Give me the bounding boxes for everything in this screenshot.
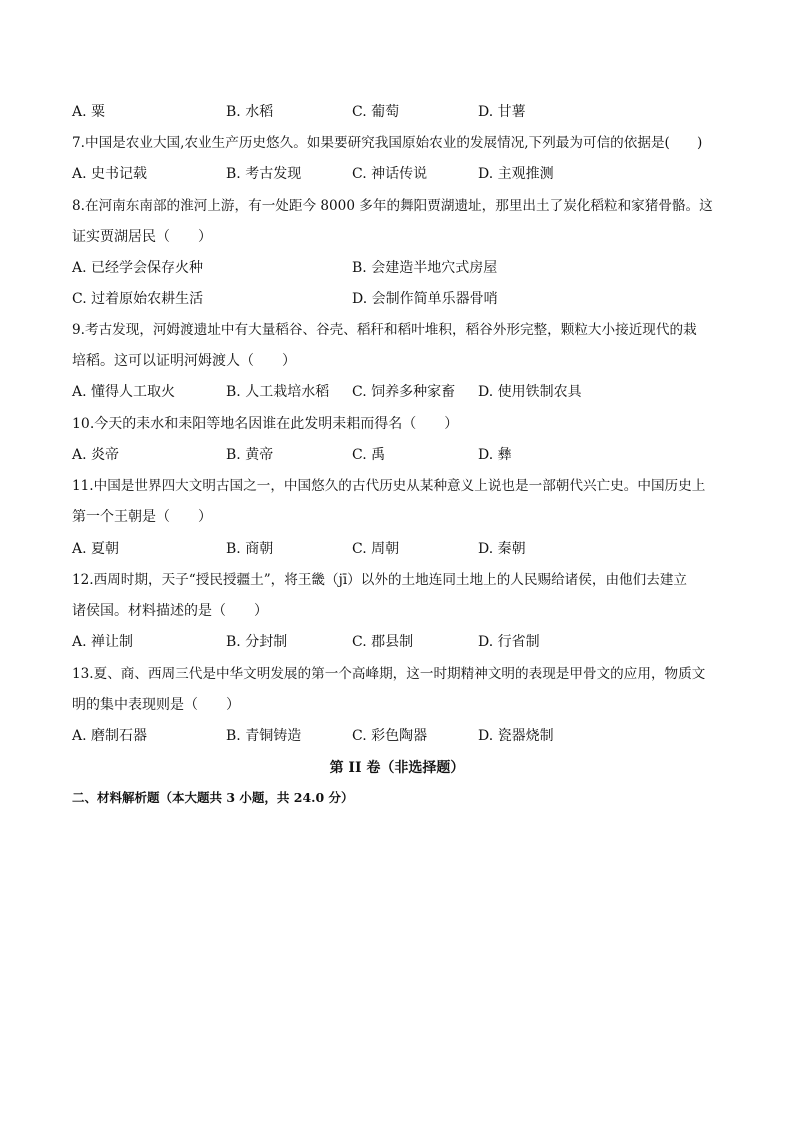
q9-stem-line1: 9.考古发现，河姆渡遗址中有大量稻谷、谷壳、稻秆和稻叶堆积，稻谷外形完整，颗粒大小接近现代的栽: [72, 322, 697, 338]
q7-option-c: C. 神话传说: [352, 166, 428, 182]
q9-option-d: D. 使用铁制农具: [478, 384, 582, 400]
q9-option-c: C. 饲养多种家畜: [352, 384, 456, 400]
q12-option-d: D. 行省制: [478, 634, 540, 650]
q13-stem-line2: 明的集中表现则是（ ）: [72, 697, 240, 713]
q8-option-c: C. 过着原始农耕生活: [72, 291, 204, 307]
q7-option-d: D. 主观推测: [478, 166, 554, 182]
q12-stem-line2: 诸侯国。材料描述的是（ ）: [72, 603, 268, 619]
q7-stem: 7.中国是农业大国,农业生产历史悠久。如果要研究我国原始农业的发展情况,下列最为可信的依据是( ): [72, 135, 703, 151]
q6-option-c: C. 葡萄: [352, 104, 400, 120]
q13-option-c: C. 彩色陶器: [352, 728, 428, 744]
q10-option-a: A. 炎帝: [72, 447, 120, 463]
q12-option-c: C. 郡县制: [352, 634, 414, 650]
q13-option-b: B. 青铜铸造: [226, 728, 302, 744]
q6-option-a: A. 粟: [72, 104, 106, 120]
q10-option-b: B. 黄帝: [226, 447, 274, 463]
q13-option-a: A. 磨制石器: [72, 728, 148, 744]
q8-stem-line1: 8.在河南东南部的淮河上游，有一处距今 8000 多年的舞阳贾湖遗址，那里出土了炭化稻粒和家猪骨骼。这: [72, 198, 713, 214]
q13-option-d: D. 瓷器烧制: [478, 728, 554, 744]
q7-option-a: A. 史书记载: [72, 166, 148, 182]
q8-stem-line2: 证实贾湖居民（ ）: [72, 229, 212, 245]
q11-option-d: D. 秦朝: [478, 541, 526, 557]
q11-option-b: B. 商朝: [226, 541, 274, 557]
q12-option-a: A. 禅让制: [72, 634, 134, 650]
q6-option-b: B. 水稻: [226, 104, 274, 120]
q6-option-d: D. 甘薯: [478, 104, 526, 120]
q9-option-a: A. 懂得人工取火: [72, 384, 176, 400]
q11-option-a: A. 夏朝: [72, 541, 120, 557]
q12-option-b: B. 分封制: [226, 634, 288, 650]
q9-stem-line2: 培稻。这可以证明河姆渡人（ ）: [72, 353, 296, 369]
q11-stem-line2: 第一个王朝是（ ）: [72, 509, 212, 525]
part-two-heading: 二、材料解析题（本大题共 3 小题，共 24.0 分）: [72, 790, 354, 805]
q8-option-d: D. 会制作简单乐器骨哨: [352, 291, 498, 307]
q8-option-b: B. 会建造半地穴式房屋: [352, 260, 498, 276]
q10-option-d: D. 彝: [478, 447, 512, 463]
q7-option-b: B. 考古发现: [226, 166, 302, 182]
q8-option-a: A. 已经学会保存火种: [72, 260, 204, 276]
q12-stem-line1: 12.西周时期，天子“授民授疆土”，将王畿（jī）以外的土地连同土地上的人民赐给诸侯，由他们去建立: [72, 572, 688, 588]
q11-option-c: C. 周朝: [352, 541, 400, 557]
section-ii-title: 第 II 卷（非选择题）: [329, 760, 465, 776]
q13-stem-line1: 13.夏、商、西周三代是中华文明发展的第一个高峰期，这一时期精神文明的表现是甲骨文的应用，物质文: [72, 666, 706, 682]
q11-stem-line1: 11.中国是世界四大文明古国之一，中国悠久的古代历史从某种意义上说也是一部朝代兴亡史。中国历史上: [72, 478, 706, 494]
q10-stem: 10.今天的耒水和耒阳等地名因谁在此发明耒耜而得名（ ）: [72, 416, 459, 432]
q10-option-c: C. 禹: [352, 447, 386, 463]
q9-option-b: B. 人工栽培水稻: [226, 384, 330, 400]
